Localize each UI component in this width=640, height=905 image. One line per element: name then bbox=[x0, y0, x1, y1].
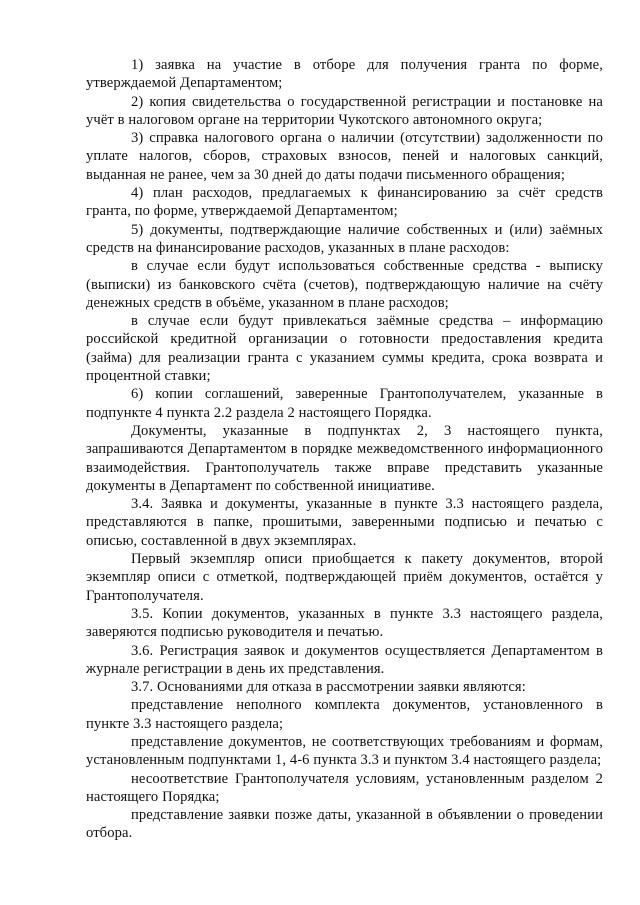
paragraph-interagency-request: Документы, указанные в подпунктах 2, 3 настоящего пункта, запрашиваются Департаментом в порядке межведомственного информационного взаимодействия. Грантополучатель также вправе представить указанные документы в Департамент по собственной инициативе. bbox=[86, 422, 603, 494]
paragraph-section-3-6: 3.6. Регистрация заявок и документов осуществляется Департаментом в журнале регистрации в день их представления. bbox=[86, 642, 603, 677]
paragraph-section-3-7: 3.7. Основаниями для отказа в рассмотрении заявки являются: bbox=[131, 679, 526, 696]
paragraph-borrowed-funds: в случае если будут привлекаться заёмные средства – информацию российской кредитной организации о готовности предоставления кредита (займа) для реализации гранта с указанием суммы кредита, срока возврата и процентной ставки; bbox=[86, 313, 603, 385]
paragraph-refusal-late: представление заявки позже даты, указанной в объявлении о проведении отбора. bbox=[86, 807, 603, 842]
paragraph-item-1: 1) заявка на участие в отборе для получения гранта по форме, утверждаемой Департаментом; bbox=[86, 57, 603, 92]
paragraph-section-3-4: 3.4. Заявка и документы, указанные в пункте 3.3 настоящего раздела, представляются в папке, прошитыми, заверенными подписью и печатью с описью, составленной в двух экземплярах. bbox=[86, 496, 603, 549]
paragraph-own-funds: в случае если будут использоваться собственные средства - выписку (выписки) из банковского счёта (счетов), подтверждающую наличие на счёту денежных средств в объёме, указанном в плане расходов; bbox=[86, 258, 603, 311]
paragraph-item-5: 5) документы, подтверждающие наличие собственных и (или) заёмных средств на финансирование расходов, указанных в плане расходов: bbox=[86, 221, 603, 256]
paragraph-item-2: 2) копия свидетельства о государственной регистрации и постановке на учёт в налоговом органе на территории Чукотского автономного округа; bbox=[86, 93, 603, 128]
paragraph-item-6: 6) копии соглашений, заверенные Грантополучателем, указанные в подпункте 4 пункта 2.2 раздела 2 настоящего Порядка. bbox=[86, 386, 603, 421]
paragraph-item-3: 3) справка налогового органа о наличии (отсутствии) задолженности по уплате налогов, сборов, страховых взносов, пеней и налоговых санкций, выданная не ранее, чем за 30 дней до даты подачи письменного обращения; bbox=[86, 130, 603, 183]
paragraph-refusal-conditions: несоответствие Грантополучателя условиям, установленным разделом 2 настоящего Порядка; bbox=[86, 770, 603, 805]
paragraph-refusal-noncompliant: представление документов, не соответствующих требованиям и формам, установленным подпунктами 1, 4-6 пункта 3.3 и пунктом 3.4 настоящего раздела; bbox=[86, 733, 603, 769]
paragraph-section-3-5: 3.5. Копии документов, указанных в пункте 3.3 настоящего раздела, заверяются подписью руководителя и печатью. bbox=[86, 605, 603, 641]
paragraph-inventory-copies: Первый экземпляр описи приобщается к пакету документов, второй экземпляр описи с отметкой, подтверждающей приём документов, остаётся у Грантополучателя. bbox=[86, 551, 603, 604]
paragraph-refusal-incomplete: представление неполного комплекта документов, установленного в пункте 3.3 настоящего раздела; bbox=[86, 697, 603, 732]
paragraph-item-4: 4) план расходов, предлагаемых к финансированию за счёт средств гранта, по форме, утверждаемой Департаментом; bbox=[86, 185, 603, 220]
